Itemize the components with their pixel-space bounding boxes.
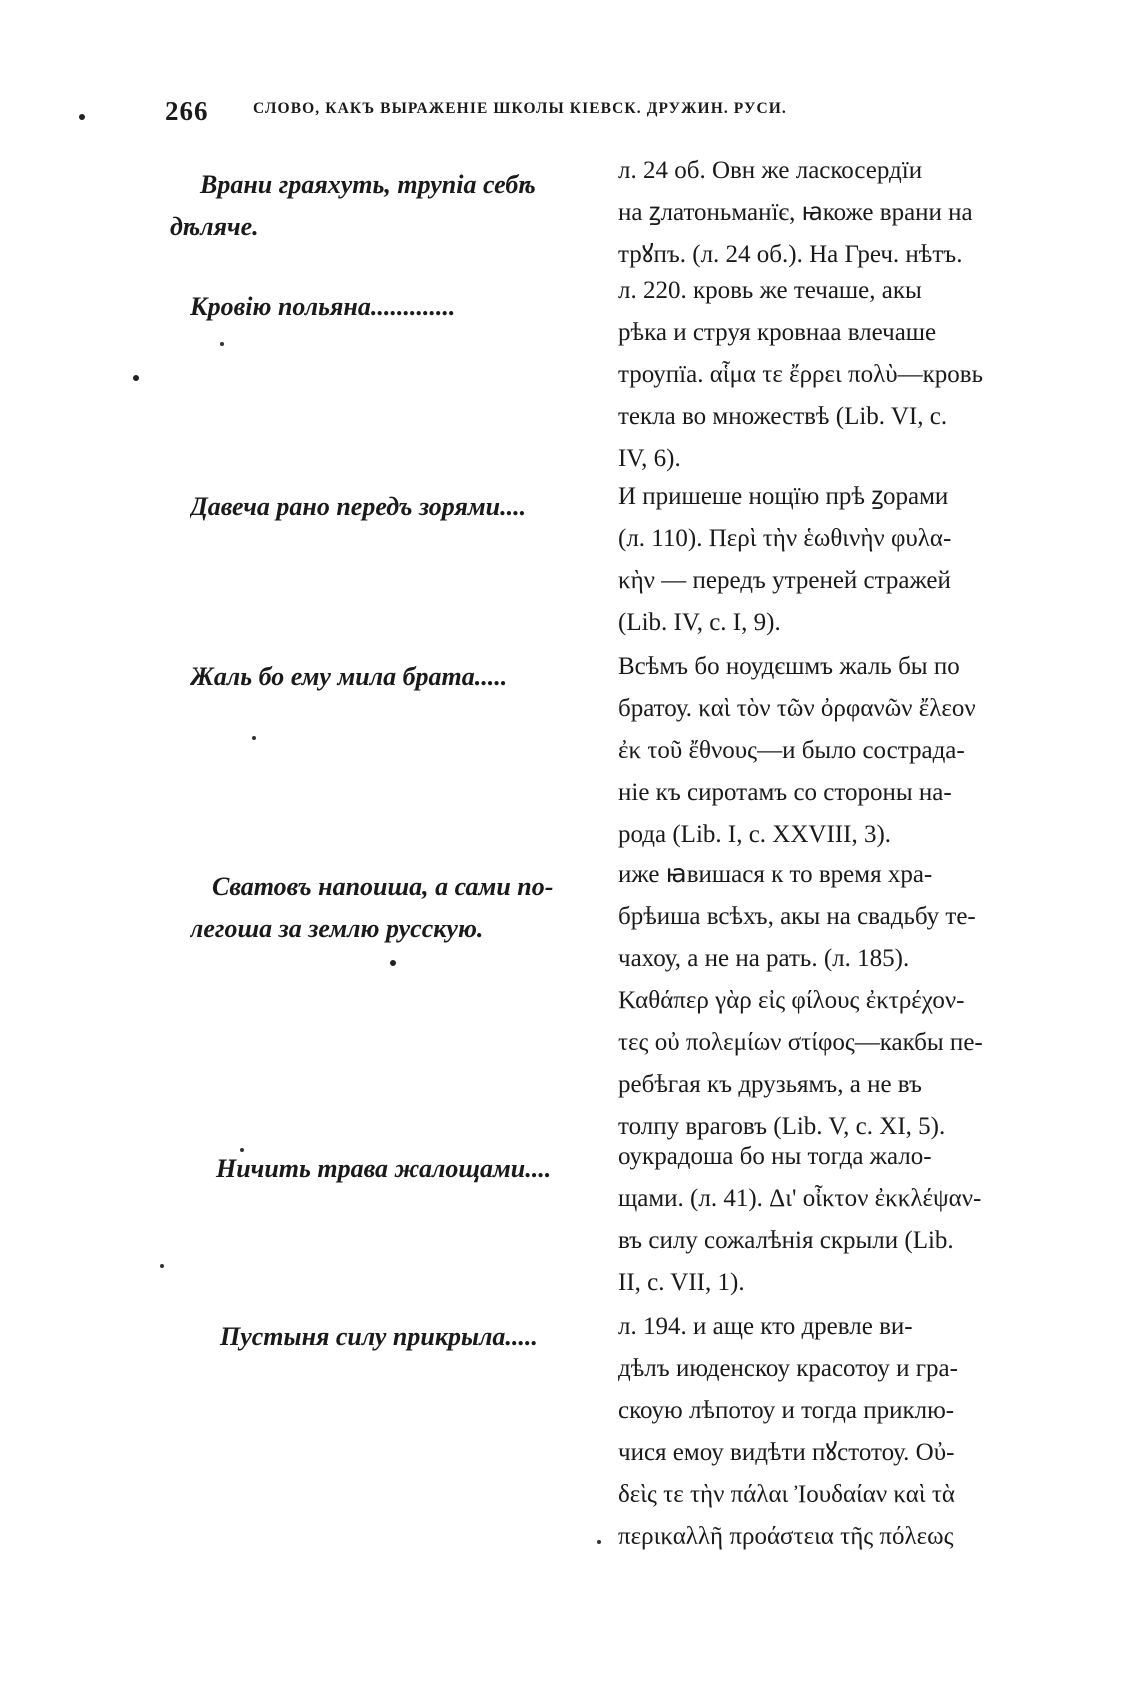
running-head: СЛОВО, КАКЪ ВЫРАЖЕНІЕ ШКОЛЫ КІЕВСК. ДРУЖИН. РУСИ. <box>253 100 787 117</box>
gloss-line: щами. (л. 41). Δι' οἶκτον ἐκκλέψαν- <box>618 1185 982 1212</box>
gloss-line: въ силу сожалѣнія скрыли (Lib. <box>618 1227 954 1254</box>
gloss-line: братоу. καὶ τὸν τῶν ὀρφανῶν ἔλεον <box>618 695 976 722</box>
margin-dot <box>79 114 85 120</box>
margin-dot <box>252 736 256 740</box>
gloss-line: ἐκ τοῦ ἔθνους—и было сострада- <box>618 737 965 764</box>
gloss-line: Всѣмъ бо ноудєшмъ жаль бы по <box>618 653 960 680</box>
page-header <box>165 96 1065 136</box>
gloss-line: текла во множествѣ (Lib. VI, c. <box>618 403 948 430</box>
gloss-entry <box>618 1136 1038 1304</box>
phrase-line: Пустыня силу прикрыла..... <box>220 1322 538 1351</box>
margin-dot <box>390 960 396 966</box>
phrase-line: Сватовъ напоиша, а сами по- <box>212 872 554 901</box>
gloss-line: трꙋпъ. (л. 24 об.). На Греч. нѣтъ. <box>618 241 963 268</box>
phrase-line: Врани граяхуть, трупіа себѣ <box>200 170 536 199</box>
gloss-line: троупїа. αἷμα τε ἔρρει πολὺ—кровь <box>618 361 983 388</box>
gloss-line: IV, 6). <box>618 445 681 472</box>
gloss-line: скоую лѣпотоу и тогда приклю- <box>618 1397 955 1424</box>
margin-dot <box>160 1264 164 1268</box>
phrase-line: Жаль бо ему мила брата..... <box>190 662 508 691</box>
phrase-entry <box>190 1316 590 1358</box>
gloss-line: τες οὐ πολεμίων στίφος—какбы пе- <box>618 1029 983 1056</box>
gloss-line: рода (Lib. I, c. XXVIII, 3). <box>618 821 892 848</box>
gloss-line: дѣлъ июденскоу красотоу и гра- <box>618 1355 958 1382</box>
phrase-entry <box>190 1148 590 1190</box>
phrase-entry <box>190 866 590 950</box>
gloss-line: Καθάπερ γὰρ εἰς φίλους ἐκτρέχον- <box>618 987 965 1014</box>
gloss-entry <box>618 1306 1038 1558</box>
gloss-line: рѣка и струя кровнаа влечаше <box>618 319 937 346</box>
page-number: 266 <box>165 96 209 126</box>
phrase-entry <box>170 164 590 248</box>
gloss-line: брѣиша всѣхъ, акы на свадьбу те- <box>618 903 976 930</box>
phrase-entry <box>190 286 590 328</box>
phrase-entry <box>190 656 590 698</box>
gloss-entry <box>618 150 1038 276</box>
margin-dot <box>597 1540 601 1544</box>
phrase-line: легоша за землю русскую. <box>190 914 484 943</box>
gloss-entry <box>618 854 1038 1148</box>
gloss-entry <box>618 270 1038 480</box>
gloss-line: чися емоу видѣти пꙋстотоу. Οὐ- <box>618 1439 955 1466</box>
gloss-line: л. 220. кровь же течаше, акы <box>618 277 922 304</box>
phrase-line: Кровію польяна............. <box>190 292 456 321</box>
phrase-entry <box>190 486 590 528</box>
gloss-entry <box>618 646 1038 856</box>
margin-dot <box>133 375 139 381</box>
gloss-line: κὴν — передъ утреней стражей <box>618 567 951 594</box>
gloss-line: л. 194. и аще кто древле ви- <box>618 1313 913 1340</box>
gloss-line: И пришеше нощїю прѣ ꙁорами <box>618 483 949 510</box>
gloss-line: ніе къ сиротамъ со стороны на- <box>618 779 952 806</box>
gloss-line: толпу враговъ (Lib. V, c. XI, 5). <box>618 1113 946 1140</box>
gloss-entry <box>618 476 1038 644</box>
gloss-line: ребѣгая къ друзьямъ, а не въ <box>618 1071 922 1098</box>
gloss-line: II, c. VII, 1). <box>618 1269 745 1296</box>
gloss-line: оукрадоша бо ны тогда жало- <box>618 1143 932 1170</box>
gloss-line: на ꙁлатоньманїє, ꙗкоже врани на <box>618 199 973 226</box>
margin-dot <box>220 342 224 346</box>
gloss-line: л. 24 об. Овн же ласкосердїи <box>618 157 923 184</box>
phrase-line: Ничить трава жалощами.... <box>216 1154 552 1183</box>
gloss-line: δεὶς τε τὴν πάλαι Ἰουδαίαν καὶ τὰ <box>618 1481 956 1508</box>
gloss-line: (л. 110). Περὶ τὴν ἑωθινὴν φυλα- <box>618 525 952 552</box>
gloss-line: περικαλλῆ προάστεια τῆς πόλεως <box>618 1523 954 1550</box>
gloss-line: чахоу, а не на рать. (л. 185). <box>618 945 910 972</box>
gloss-line: иже ꙗвишася к то время хра- <box>618 861 933 888</box>
gloss-line: (Lib. IV, c. I, 9). <box>618 609 781 636</box>
phrase-line: Давеча рано передъ зорями.... <box>190 492 527 521</box>
phrase-line: дѣляче. <box>170 212 259 241</box>
